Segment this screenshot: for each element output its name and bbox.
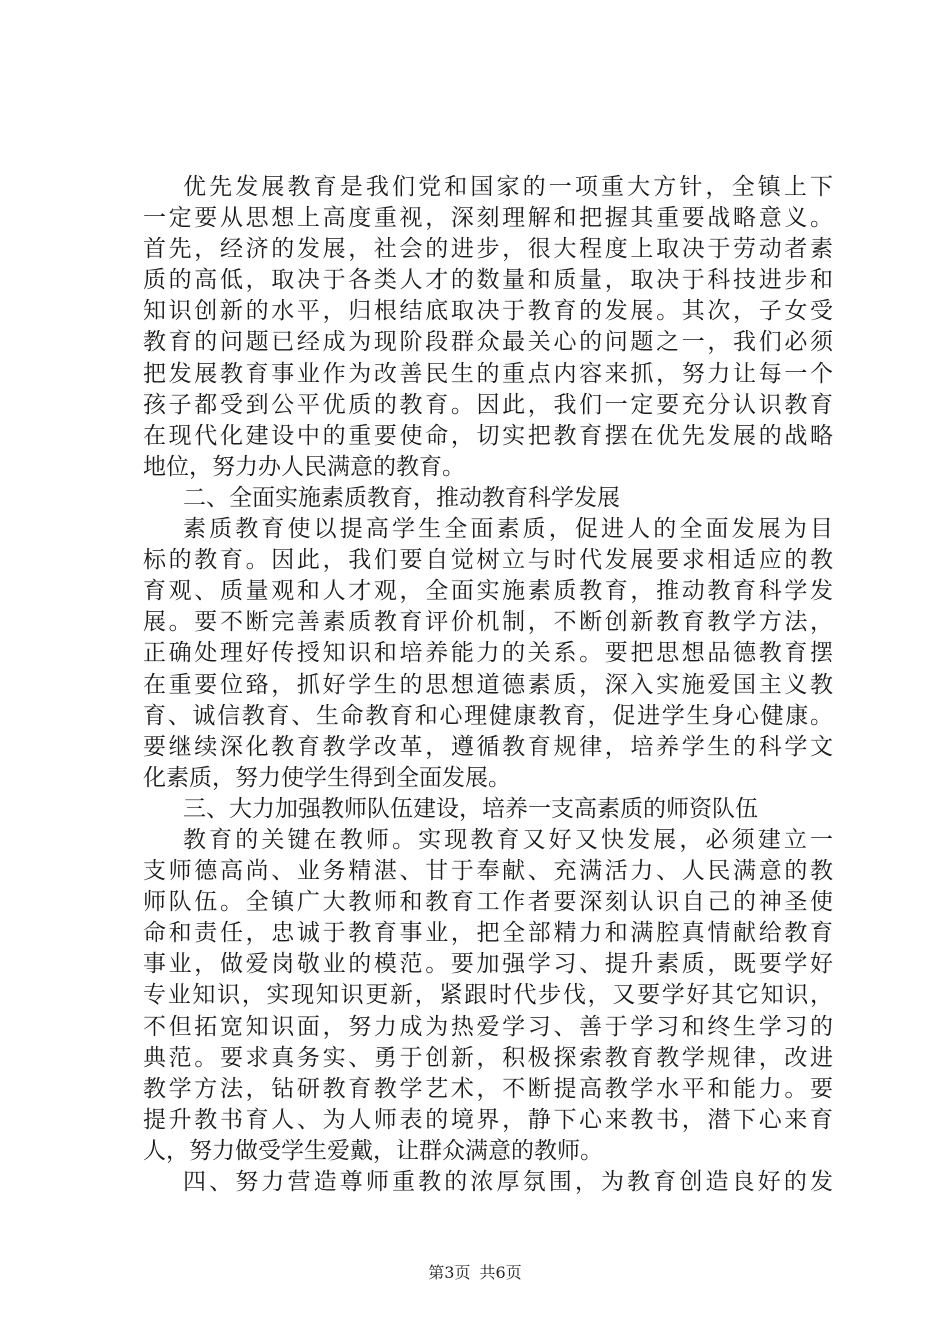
text-line: 地位，努力办人民满意的教育。 xyxy=(143,453,465,480)
text-line: 教育的关键在教师。实现教育又好又快发展，必须建立一 xyxy=(183,826,833,853)
text-line: 教育的问题已经成为现阶段群众最关心的问题之一，我们必须 xyxy=(143,329,833,356)
text-line: 专业知识，实现知识更新，紧跟时代步伐，又要学好其它知识， xyxy=(143,982,833,1009)
text-line: 首先，经济的发展，社会的进步，很大程度上取决于劳动者素 xyxy=(143,236,833,263)
text-line: 优先发展教育是我们党和国家的一项重大方针，全镇上下 xyxy=(183,174,833,200)
document-body xyxy=(143,172,833,1198)
text-line: 知识创新的水平，归根结底取决于教育的发展。其次，子女受 xyxy=(143,298,833,325)
text-line: 质的高低，取决于各类人才的数量和质量，取决于科技进步和 xyxy=(143,267,833,294)
text-line: 不但拓宽知识面，努力成为热爱学习、善于学习和终生学习的 xyxy=(143,1013,833,1040)
text-line: 支师德高尚、业务精湛、甘于奉献、充满活力、人民满意的教 xyxy=(143,858,833,885)
text-line: 师队伍。全镇广大教师和教育工作者要深刻认识自己的神圣使 xyxy=(143,889,833,916)
text-line: 要继续深化教育教学改革，遵循教育规律，培养学生的科学文 xyxy=(143,733,833,760)
text-line: 育、诚信教育、生命教育和心理健康教育，促进学生身心健康。 xyxy=(143,702,833,729)
text-line: 四、努力营造尊师重教的浓厚氛围，为教育创造良好的发 xyxy=(183,1169,833,1195)
text-line: 展。要不断完善素质教育评价机制，不断创新教育教学方法， xyxy=(143,609,833,636)
text-line: 孩子都受到公平优质的教育。因此，我们一定要充分认识教育 xyxy=(143,391,833,418)
text-line: 事业，做爱岗敬业的模范。要加强学习、提升素质，既要学好 xyxy=(143,951,833,978)
text-line: 标的教育。因此，我们要自觉树立与时代发展要求相适应的教 xyxy=(143,547,833,574)
page-number: 第3页 xyxy=(428,1263,471,1282)
page-footer xyxy=(0,1262,950,1284)
text-line: 在现代化建设中的重要使命，切实把教育摆在优先发展的战略 xyxy=(143,422,833,449)
text-line: 提升教书育人、为人师表的境界，静下心来教书，潜下心来育 xyxy=(143,1106,833,1133)
text-line: 化素质，努力使学生得到全面发展。 xyxy=(143,764,511,791)
text-line: 命和责任，忠诚于教育事业，把全部精力和满腔真情献给教育 xyxy=(143,920,833,947)
page-total: 共6页 xyxy=(479,1263,522,1282)
text-line: 典范。要求真务实、勇于创新，积极探索教育教学规律，改进 xyxy=(143,1044,833,1071)
text-line: 素质教育使以提高学生全面素质，促进人的全面发展为目 xyxy=(183,516,833,543)
text-line: 二、全面实施素质教育，推动教育科学发展 xyxy=(183,484,620,511)
text-line: 教学方法，钻研教育教学艺术，不断提高教学水平和能力。要 xyxy=(143,1075,833,1102)
text-line: 三、大力加强教师队伍建设，培养一支高素质的师资队伍 xyxy=(183,795,758,822)
text-line: 育观、质量观和人才观，全面实施素质教育，推动教育科学发 xyxy=(143,578,833,605)
text-line: 一定要从思想上高度重视，深刻理解和把握其重要战略意义。 xyxy=(143,205,833,232)
text-line: 人，努力做受学生爱戴，让群众满意的教师。 xyxy=(143,1137,603,1164)
text-line: 把发展教育事业作为改善民生的重点内容来抓，努力让每一个 xyxy=(143,360,833,387)
text-line: 在重要位臵，抓好学生的思想道德素质，深入实施爱国主义教 xyxy=(143,671,833,698)
text-line: 正确处理好传授知识和培养能力的关系。要把思想品德教育摆 xyxy=(143,640,833,667)
